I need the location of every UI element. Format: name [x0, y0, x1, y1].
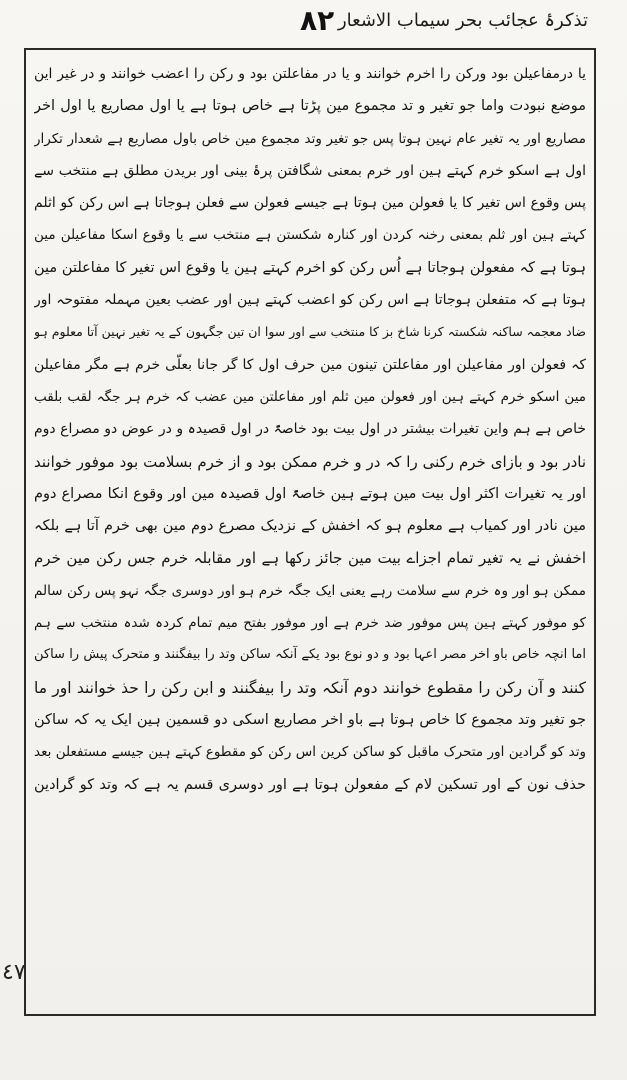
- text-line-content: کہتے ہین اور ثلم بمعنی رخنہ کردن اور کنارہ شکستن ہے منتخب سے یا وقوع اسکا مفاعیلن مین: [34, 227, 586, 244]
- text-line-content: ہوتا ہے کہ مفعولن ہوجاتا ہے اُس رکن کو اخرم کہتے ہین یا وقوع اس تغیر کا مفاعلتن مین: [34, 259, 586, 276]
- text-line-content: موضع نبودت واما جو تغیر و تد مجموع مین پڑتا ہے خاص ہوتا ہے یا اول مصاریع یا اول اخر: [34, 98, 586, 115]
- text-line-content: یا درمفاعیلن بود ورکن را اخرم خوانند و یا در مفاعلتن بود و رکن را اعضب خوانند و در غیر این: [34, 66, 586, 82]
- text-line-content: جو تغیر وتد مجموع کا خاص ہوتا ہے باو اخر مصاریع اسکی دو قسمین ہین ایک یہ کہ ساکن: [34, 711, 586, 728]
- text-line: [34, 510, 586, 542]
- page-number: ۸۲: [300, 4, 335, 37]
- text-line-content: ضاد معجمہ ساکنہ شکستہ کرنا شاخ بز کا منتخب سے اور سوا ان تین جگہون کے یہ تغیر نہین آتا معلوم ہو: [34, 324, 586, 340]
- text-line-content: مین نادر اور کمیاب ہے معلوم ہو کہ اخفش کے نزدیک مصرع دوم مین بھی خرم آتا ہے بلکہ: [34, 518, 586, 535]
- text-line-content: اما انچہ خاص باو اخر مصر اعہا بود و دو نوع بود یکے آنکہ ساکن وتد را بیفگنند و متحرک پیش را ساکن: [34, 647, 586, 663]
- text-line: [34, 219, 586, 251]
- text-line: [34, 123, 586, 155]
- margin-mark: ٤۷: [2, 960, 26, 985]
- running-title: تذکرۂ عجائب بحر سیماب الاشعار: [337, 10, 588, 31]
- text-line: [34, 155, 586, 187]
- text-line-content: ہوتا ہے کہ متفعلن ہوجاتا ہے اس رکن کو اعضب کہتے ہین اور عضب بعین مہملہ مفتوحہ اور: [34, 292, 586, 309]
- text-line: [34, 349, 586, 381]
- text-line: [34, 736, 586, 768]
- text-line-content: مصاریع اور یہ تغیر عام نہین ہوتا پس جو تغیر وتد مجموع مین خاص باول مصاریع ہے شعدار تکرار: [34, 130, 586, 147]
- text-line-content: مین اسکو خرم کہتے ہین اور فعولن مین ثلم اور مفاعلتن مین عضب کہ خرم ہر جگہ لقب بلقب: [34, 388, 586, 405]
- text-line: [34, 542, 586, 574]
- text-line: [34, 672, 586, 704]
- text-line-content: وتد کو گرادین اور متحرک ماقبل کو ساکن کرین اس رکن کو مقطوع کہتے ہین جیسے مستفعلن بعد: [34, 744, 586, 761]
- text-line: [34, 381, 586, 413]
- text-line: [34, 575, 586, 607]
- text-line: [34, 316, 586, 348]
- text-line: [34, 639, 586, 671]
- text-line: [34, 58, 586, 90]
- text-line: [34, 90, 586, 122]
- text-line-content: اول ہے اسکو خرم کہتے ہین اور خرم بمعنی شگافتن پرۂ بینی اور بریدن مطلق ہے منتخب سے: [34, 162, 586, 179]
- text-line: [34, 252, 586, 284]
- page-header: [24, 4, 596, 44]
- text-line: [34, 187, 586, 219]
- text-line-content: اور یہ تغیرات اکثر اول بیت مین ہوتے ہین خاصۃً اول قصیدہ مین اور وقوع انکا مصراع دوم: [34, 485, 586, 502]
- text-line-content: ممکن ہو اور وہ خرم سے سلامت رہے یعنی ایک جگہ خرم ہو اور دوسری جگہ نہو پس رکن سالم: [34, 582, 586, 599]
- text-line-content: پس وقوع اس تغیر کا یا فعولن مین ہوتا ہے جیسے فعولن سے فعلن ہوجاتا ہے اس رکن کو اثلم: [34, 195, 586, 212]
- text-line-content: نادر بود و بازای خرم رکنی را کہ در و خرم ممکن بود و از خرم بسلامت بود موفور خوانند: [34, 452, 586, 471]
- text-line-content: اخفش نے یہ تغیر تمام اجزاے بیت مین جائز رکھا ہے اور مقابلہ خرم جس رکن مین خرم: [34, 549, 586, 568]
- text-line-content: حذف نون کے اور تسکین لام کے مفعولن ہوتا ہے اور دوسری قسم یہ ہے کہ وتد کو گرادین: [34, 776, 586, 793]
- text-line-content: کہ فعولن اور مفاعیلن اور مفاعلتن تینون مین حرف اول کا گر جانا بعلّی خرم ہے مگر مفاعیلن: [34, 356, 586, 373]
- text-line: [34, 284, 586, 316]
- text-line-content: کنند و آن رکن را مقطوع خوانند دوم آنکہ وتد را بیفگنند و ابن رکن را حذ خوانند اور ما: [34, 678, 586, 697]
- text-line: [34, 478, 586, 510]
- text-line: [34, 704, 586, 736]
- body-text: [34, 58, 586, 801]
- text-line: [34, 413, 586, 445]
- text-line-content: کو موفور کہتے ہین پس موفور ضد خرم ہے اور موفور بفتح میم تمام کردہ شدہ منتخب سے ہم: [34, 615, 586, 632]
- text-line: [34, 446, 586, 478]
- text-line: [34, 607, 586, 639]
- text-line-content: خاص ہے ہم واین تغیرات بیشتر در اول بیت بود خاصۃً در اول قصیدہ و در عوض دو مصراع دوم: [34, 421, 586, 438]
- text-line: [34, 769, 586, 801]
